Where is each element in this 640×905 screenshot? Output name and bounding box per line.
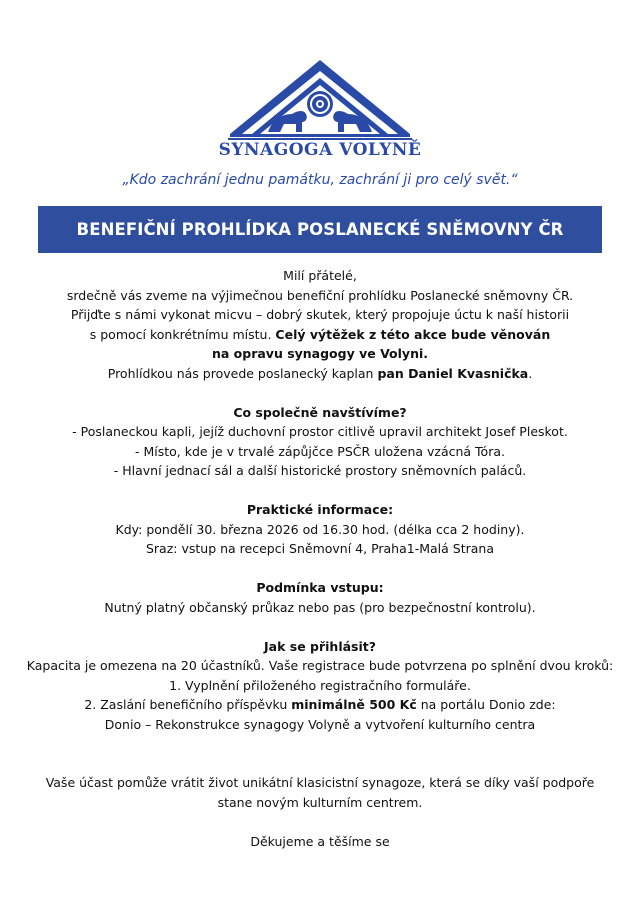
intro-text: .	[528, 365, 533, 381]
condition-heading: Podmínka vstupu:	[256, 580, 384, 595]
minimum-amount: minimálně 500 Kč	[291, 697, 417, 712]
visit-item: - Hlavní jednací sál a další historické prostory sněmovních paláců.	[113, 463, 527, 478]
capacity-text: Kapacita je omezena na 20 účastníků. Vaše registrace bude potvrzena po splnění dvou kroků:	[26, 658, 614, 673]
closing-text: stane novým kulturním centrem.	[217, 794, 423, 810]
greeting: Milí přátelé,	[283, 268, 357, 283]
practical-heading: Praktické informace:	[246, 502, 394, 517]
proceeds-note: na opravu synagogy ve Volyni.	[211, 346, 429, 361]
thanks-text: Děkujeme a těšíme se	[250, 833, 390, 849]
title-banner	[38, 206, 602, 253]
step-text: 2. Zaslání benefičního příspěvku	[84, 697, 292, 712]
signup-step	[20, 695, 620, 715]
intro-line	[20, 325, 620, 345]
proceeds-note: Celý výtěžek z této akce bude věnován	[275, 326, 551, 342]
step-text: na portálu Donio zde:	[416, 697, 556, 712]
signup-step: 1. Vyplnění přiloženého registračního formuláře.	[169, 677, 471, 693]
visit-item: - Místo, kde je v trvalé zápůjčce PSČR uložena vzácná Tóra.	[135, 443, 505, 459]
visit-heading: Co společně navštívíme?	[233, 404, 407, 420]
signup-heading: Jak se přihlásit?	[264, 638, 376, 654]
logo-name: SYNAGOGA VOLYNĚ	[218, 140, 422, 160]
motto: „Kdo zachrání jednu památku, zachrání ji pro celý svět.“	[122, 172, 518, 188]
visit-item: - Poslaneckou kapli, jejíž duchovní prostor citlivě upravil architekt Josef Pleskot.	[72, 424, 568, 439]
intro-line	[20, 364, 620, 384]
meeting-point: Sraz: vstup na recepci Sněmovní 4, Praha1-Malá Strana	[145, 541, 495, 556]
synagogue-pediment-logo-icon	[228, 58, 412, 140]
guide-name: pan Daniel Kvasnička	[377, 365, 529, 381]
closing-text: Vaše účast pomůže vrátit život unikátní klasicistní synagoze, která se díky vaší podpoře	[45, 775, 595, 790]
donio-campaign: Donio – Rekonstrukce synagogy Volyně a vytvoření kulturního centra	[104, 716, 536, 732]
intro-text: s pomocí konkrétnímu místu.	[89, 326, 276, 342]
intro-line: srdečně vás zveme na výjimečnou benefiční prohlídku Poslanecké sněmovny ČR.	[66, 287, 574, 303]
letter-body	[20, 266, 620, 851]
intro-text: Prohlídkou nás provede poslanecký kaplan	[107, 365, 378, 381]
logo	[0, 0, 640, 165]
intro-line: Přijďte s námi vykonat micvu – dobrý skutek, který propojuje úctu k naší historii	[70, 307, 570, 322]
event-date: Kdy: pondělí 30. března 2026 od 16.30 hod. (délka cca 2 hodiny).	[115, 521, 525, 537]
condition-text: Nutný platný občanský průkaz nebo pas (pro bezpečnostní kontrolu).	[104, 599, 536, 615]
page-title: BENEFIČNÍ PROHLÍDKA POSLANECKÉ SNĚMOVNY ČR	[76, 220, 564, 239]
